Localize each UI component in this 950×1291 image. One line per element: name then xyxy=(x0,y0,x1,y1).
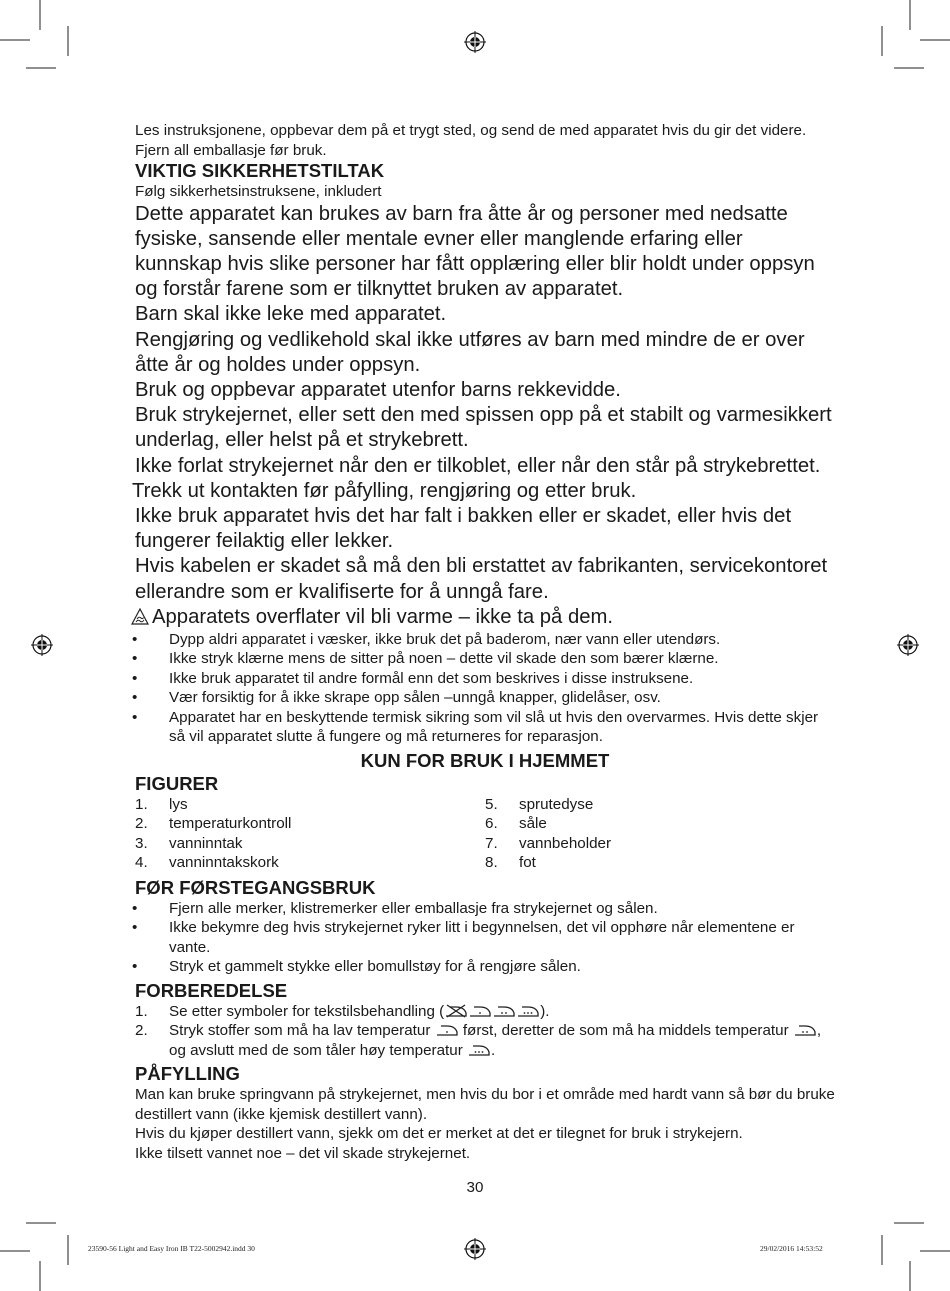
prep-heading: FORBEREDELSE xyxy=(135,979,288,1001)
bullet-dot: • xyxy=(132,650,138,668)
safety-item: Dette apparatet kan brukes av barn fra åtte år og personer med nedsatte fysiske, sansende eller mentale evner eller manglende erfaring eller kunnskap hvis slike personer har fått opplæring eller blir holdt under oppsyn og forstår farene som er tilknyttet bruken av apparatet. xyxy=(135,202,815,301)
safety-bullet-list xyxy=(132,630,835,747)
list-item: • Fjern alle merker, klistremerker eller emballasje fra strykejernet og sålen. xyxy=(132,899,658,917)
list-item: • Stryk et gammelt stykke eller bomullstøy for å rengjøre sålen. xyxy=(132,958,581,976)
list-item: 5. sprutedyse xyxy=(485,795,594,813)
household-heading: KUN FOR BRUK I HJEMMET xyxy=(360,749,610,771)
safety-big-items xyxy=(132,202,835,630)
intro-text: Les instruksjonene, oppbevar dem på et trygt sted, og send de med apparatet hvis du gir det videre. Fjern all emballasje før bruk. xyxy=(135,122,807,159)
safety-heading: VIKTIG SIKKERHETSTILTAK xyxy=(135,160,385,181)
registration-mark-bottom xyxy=(464,1238,486,1260)
filling-heading: PÅFYLLING xyxy=(135,1063,240,1085)
list-item: • Dypp aldri apparatet i væsker, ikke bruk det på baderom, nær vann eller utendørs. xyxy=(132,630,721,648)
safety-item: Trekk ut kontakten før påfylling, rengjøring og etter bruk. xyxy=(132,479,637,502)
safety-item: Ikke bruk apparatet hvis det har falt i bakken eller er skadet, eller hvis det fungerer feilaktig eller lekker. xyxy=(135,504,792,553)
safety-item: Ikke forlat strykejernet når den er tilkoblet, eller når den står på strykebrettet. xyxy=(135,454,821,477)
safety-item: Bruk strykejernet, eller sett den med spissen opp på et stabilt og varmesikkert underlag, eller helst på et strykebrett. xyxy=(135,404,832,452)
list-item: 6. såle xyxy=(485,815,547,833)
safety-item: Hvis kabelen er skadet så må den bli erstattet av fabrikanten, servicekontoret ellerandre som er kvalifiserte for å unngå fare. xyxy=(135,555,828,603)
list-item: 3. vanninntak xyxy=(135,834,243,852)
list-item: • Apparatet har en beskyttende termisk sikring som vil slå ut hvis den overvarmes. Hvis dette skjer så vil apparatet slutte å fungere og må returneres for reparasjon. xyxy=(132,708,819,746)
registration-mark-top xyxy=(464,31,486,53)
safety-subheading: Følg sikkerhetsinstruksene, inkludert xyxy=(135,183,382,200)
bullet-dot: • xyxy=(132,689,138,707)
figures-heading: FIGURER xyxy=(135,772,219,794)
iron-3dot-icon xyxy=(516,1004,540,1018)
warning-text: Apparatets overflater vil bli varme – ikke ta på dem. xyxy=(152,605,614,628)
page-number: 30 xyxy=(466,1179,484,1196)
list-item: • Ikke bruk apparatet til andre formål enn det som beskrives i disse instruksene. xyxy=(132,669,694,687)
list-item: 1. lys xyxy=(135,795,188,813)
filling-paragraph: Man kan bruke springvann på strykejernet, men hvis du bor i et område med hardt vann så bør du bruke destillert vann (ikke kjemisk destillert vann). xyxy=(135,1086,835,1123)
registration-mark-left xyxy=(31,634,53,656)
filling-paragraph: Hvis du kjøper destillert vann, sjekk om det er merket at det er tilegnet for bruk i strykejern. xyxy=(135,1125,743,1143)
filling-paragraph: Ikke tilsett vannet noe – det vil skade strykejernet. xyxy=(135,1144,471,1162)
iron-1dot-icon xyxy=(435,1023,459,1037)
registration-mark-right xyxy=(897,634,919,656)
warning-triangle-icon xyxy=(131,608,149,625)
list-item: 7. vannbeholder xyxy=(485,834,612,852)
iron-crossed-icon xyxy=(444,1004,468,1018)
bullet-dot: • xyxy=(132,708,138,726)
warning-line xyxy=(131,605,835,630)
slug-date: 29/02/2016 14:53:52 xyxy=(760,1244,823,1253)
safety-item: Bruk og oppbevar apparatet utenfor barns rekkevidde. xyxy=(135,378,621,401)
iron-2dot-icon xyxy=(793,1023,817,1037)
list-item: 2. temperaturkontroll xyxy=(135,815,292,833)
list-item: • Vær forsiktig for å ikke skrape opp sålen –unngå knapper, glidelåser, osv. xyxy=(132,689,661,707)
list-item: • Ikke bekymre deg hvis strykejernet ryker litt i begynnelsen, det vil opphøre når elementene er vante. xyxy=(132,919,795,956)
safety-item: Rengjøring og vedlikehold skal ikke utføres av barn med mindre de er over åtte år og holdes under oppsyn. xyxy=(135,328,805,376)
bullet-dot: • xyxy=(132,669,138,687)
iron-1dot-icon xyxy=(468,1004,492,1018)
list-item: 2. Stryk stoffer som må ha lav temperatur først, deretter de som må ha middels temperatur , og avslutt med de som tåler høy temperatur . xyxy=(135,1022,822,1059)
figures-list xyxy=(135,795,835,873)
bullet-dot: • xyxy=(132,630,138,648)
first-use-list xyxy=(132,899,835,977)
iron-3dot-icon xyxy=(467,1043,491,1057)
page-content xyxy=(132,121,835,1163)
figures-col-right xyxy=(485,795,835,873)
prep-list xyxy=(135,1002,835,1061)
list-item: 4. vanninntakskork xyxy=(135,854,279,872)
safety-item: Barn skal ikke leke med apparatet. xyxy=(135,303,447,326)
list-item: 8. fot xyxy=(485,854,536,872)
list-item: • Ikke stryk klærne mens de sitter på noen – dette vil skade den som bærer klærne. xyxy=(132,650,719,668)
first-use-heading: FØR FØRSTEGANGSBRUK xyxy=(135,876,376,898)
iron-2dot-icon xyxy=(492,1004,516,1018)
slug-filename: 23590-56 Light and Easy Iron IB T22-5002942.indd 30 xyxy=(88,1244,255,1253)
list-item: 1. Se etter symboler for tekstilsbehandling ( ). xyxy=(135,1002,550,1020)
figures-col-left xyxy=(135,795,485,873)
